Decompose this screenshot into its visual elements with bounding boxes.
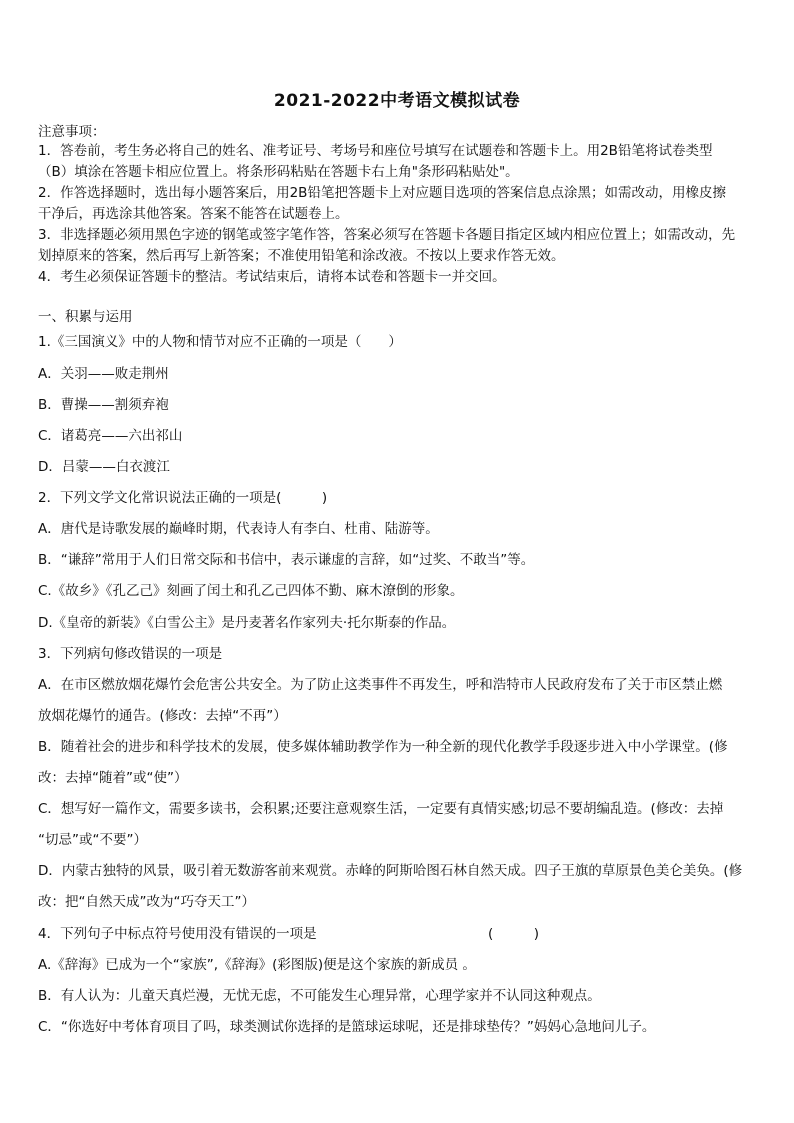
q3-option-d-line2: 改：把“自然天成”改为“巧夺天工”） xyxy=(38,894,255,910)
notice-line: 划掉原来的答案，然后再写上新答案；不准使用铅笔和涂改液。不按以上要求作答无效。 xyxy=(38,248,565,264)
q2-option-d: D.《皇帝的新装》《白雪公主》是丹麦著名作家列夫·托尔斯泰的作品。 xyxy=(38,615,456,631)
notice-line: 1．答卷前，考生务必将自己的姓名、准考证号、考场号和座位号填写在试题卷和答题卡上。用2B铅笔将试卷类型 xyxy=(38,143,713,159)
q3-option-b-line1: B．随着社会的进步和科学技术的发展，使多媒体辅助教学作为一种全新的现代化教学手段逐步进入中小学课堂。(修 xyxy=(38,739,728,755)
q2-option-a: A．唐代是诗歌发展的巅峰时期，代表诗人有李白、杜甫、陆游等。 xyxy=(38,521,439,537)
q2-option-c: C.《故乡》《孔乙己》刻画了闰土和孔乙己四体不勤、麻木潦倒的形象。 xyxy=(38,583,464,599)
q1-option-c: C．诸葛亮——六出祁山 xyxy=(38,428,183,444)
q1-option-a: A．关羽——败走荆州 xyxy=(38,366,169,382)
q2-stem: 2．下列文学文化常识说法正确的一项是( ) xyxy=(38,490,328,506)
q3-option-b-line2: 改：去掉“随着”或“使”） xyxy=(38,770,188,786)
q4-stem: 4．下列句子中标点符号使用没有错误的一项是 xyxy=(38,926,317,942)
q4-answer-paren: ( ) xyxy=(488,926,540,942)
q1-stem: 1.《三国演义》中的人物和情节对应不正确的一项是（ ） xyxy=(38,334,402,350)
q3-option-c-line1: C．想写好一篇作文，需要多读书，会积累;还要注意观察生活，一定要有真情实感;切忌不要胡编乱造。(修改：去掉 xyxy=(38,801,724,817)
notice-line: （B）填涂在答题卡相应位置上。将条形码粘贴在答题卡右上角"条形码粘贴处"。 xyxy=(38,164,519,180)
q3-stem: 3．下列病句修改错误的一项是 xyxy=(38,646,223,662)
q3-option-a-line2: 放烟花爆竹的通告。(修改：去掉“不再”） xyxy=(38,708,287,724)
section-heading: 一、积累与运用 xyxy=(38,309,133,325)
q3-option-c-line2: “切忌”或“不要”） xyxy=(38,832,147,848)
q1-option-b: B．曹操——割须弃袍 xyxy=(38,397,169,413)
q2-option-b: B．“谦辞”常用于人们日常交际和书信中，表示谦虚的言辞，如“过奖、不敢当”等。 xyxy=(38,552,535,568)
notice-line: 4．考生必须保证答题卡的整洁。考试结束后，请将本试卷和答题卡一并交回。 xyxy=(38,269,506,285)
q4-option-b: B．有人认为：儿童天真烂漫，无忧无虑，不可能发生心理异常，心理学家并不认同这种观点。 xyxy=(38,988,601,1004)
notice-line: 2．作答选择题时，选出每小题答案后，用2B铅笔把答题卡上对应题目选项的答案信息点涂黑；如需改动，用橡皮擦 xyxy=(38,185,726,201)
notice-line: 3．非选择题必须用黑色字迹的钢笔或签字笔作答，答案必须写在答题卡各题目指定区域内相应位置上；如需改动，先 xyxy=(38,227,736,243)
q3-option-a-line1: A．在市区燃放烟花爆竹会危害公共安全。为了防止这类事件不再发生，呼和浩特市人民政府发布了关于市区禁止燃 xyxy=(38,677,723,693)
q1-option-d: D．吕蒙——白衣渡江 xyxy=(38,459,170,475)
q4-option-a: A.《辞海》已成为一个“家族”,《辞海》(彩图版)便是这个家族的新成员 。 xyxy=(38,957,476,973)
page-title: 2021-2022中考语文模拟试卷 xyxy=(273,91,521,111)
q3-option-d-line1: D．内蒙古独特的风景，吸引着无数游客前来观赏。赤峰的阿斯哈图石林自然天成。四子王旗的草原景色美仑美奂。(修 xyxy=(38,863,743,879)
q4-option-c: C．“你选好中考体育项目了吗，球类测试你选择的是篮球运球呢，还是排球垫传？”妈妈心急地问儿子。 xyxy=(38,1019,656,1035)
notice-heading: 注意事项： xyxy=(38,124,106,140)
notice-line: 干净后，再选涂其他答案。答案不能答在试题卷上。 xyxy=(38,206,349,222)
